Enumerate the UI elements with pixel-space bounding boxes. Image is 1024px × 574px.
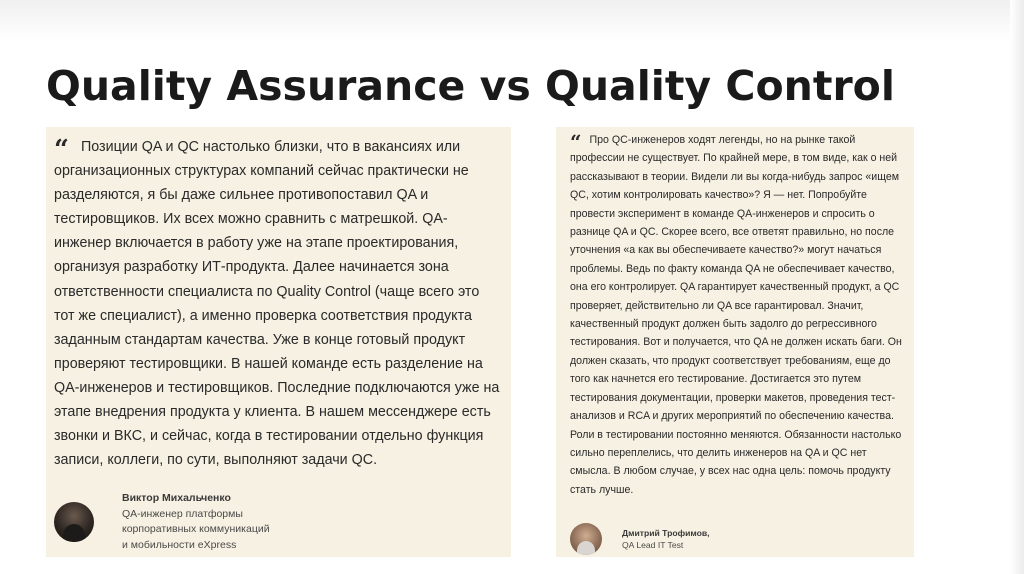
avatar	[54, 502, 94, 542]
author-name: Дмитрий Трофимов,	[622, 527, 710, 538]
quote-author	[54, 491, 270, 553]
author-name: Виктор Михальченко	[122, 492, 231, 504]
quote-mark-icon: “	[54, 135, 69, 165]
quote-author	[570, 523, 710, 555]
quote-card-right	[556, 127, 914, 557]
avatar	[570, 523, 602, 555]
quote-text: Про QC-инженеров ходят легенды, но на рынке такой профессии не существует. По крайней мере, в том виде, как о ней рассказывают в теории. Видели ли вы когда-нибудь запрос «ищем QC, хотим контролировать качество»? Я — нет. Попробуйте провести эксперимент в команде QA-инженеров и спросить о разнице QA и QC. Скорее всего, все ответят правильно, но после уточнения «а как вы обеспечиваете качество?» могут начаться проблемы. Ведь по факту команда QA не обеспечивает качество, она его контролирует. QA гарантирует качественный продукт, а QC проверяет, действительно ли QA все гарантировал. Значит, качественный продукт должен быть задолго до регрессивного тестирования. Вот и получается, что QA не должен искать баги. Он должен сказать, что продукт соответствует требованиям, еще до того как начнется его тестирование. Достигается это путем тестирования документации, проверки макетов, проведения тест-анализов и RCA и других мероприятий по обеспечению качества. Роли в тестировании постоянно меняются. Обязанности настолько сильно переплелись, что делить инженеров на QA и QC нет смысла. В любом случае, у всех нас одна цель: помочь продукту стать лучше.	[570, 134, 902, 496]
author-info	[122, 491, 270, 553]
author-role-line: QA-инженер платформы	[122, 507, 243, 520]
author-role-line: и мобильности eXpress	[122, 538, 237, 551]
quote-body	[54, 135, 501, 472]
quote-mark-icon: “	[570, 130, 582, 154]
author-info	[622, 527, 710, 552]
top-shade	[0, 0, 1024, 42]
quote-text: Позиции QA и QC настолько близки, что в вакансиях или организационных структурах компаний сейчас практически не разделяются, я бы даже сильнее противопоставил QA и тестировщиков. Их всех можно сравнить с матрешкой. QA-инженер включается в работу уже на этапе проектирования, организуя разработку ИТ-продукта. Далее начинается зона ответственности специалиста по Quality Control (чаще всего это тот же специалист), а именно проверка соответствия продукта заданным стандартам качества. Уже в конце готовый продукт проверяют тестировщики. В нашей команде есть разделение на QA-инженеров и тестировщиков. Последние подключаются уже на этапе внедрения продукта у клиента. В нашем мессенджере есть звонки и ВКС, и сейчас, когда в тестировании отдельно функция записи, коллеги, по сути, выполняют задачи QC.	[54, 139, 500, 469]
slide-title: Quality Assurance vs Quality Control	[46, 62, 895, 110]
quote-body	[570, 131, 908, 499]
author-role-line: корпоративных коммуникаций	[122, 523, 270, 535]
author-role-line: QA Lead IT Test	[622, 540, 684, 550]
quote-card-left	[46, 127, 511, 557]
right-shade	[1010, 0, 1024, 574]
